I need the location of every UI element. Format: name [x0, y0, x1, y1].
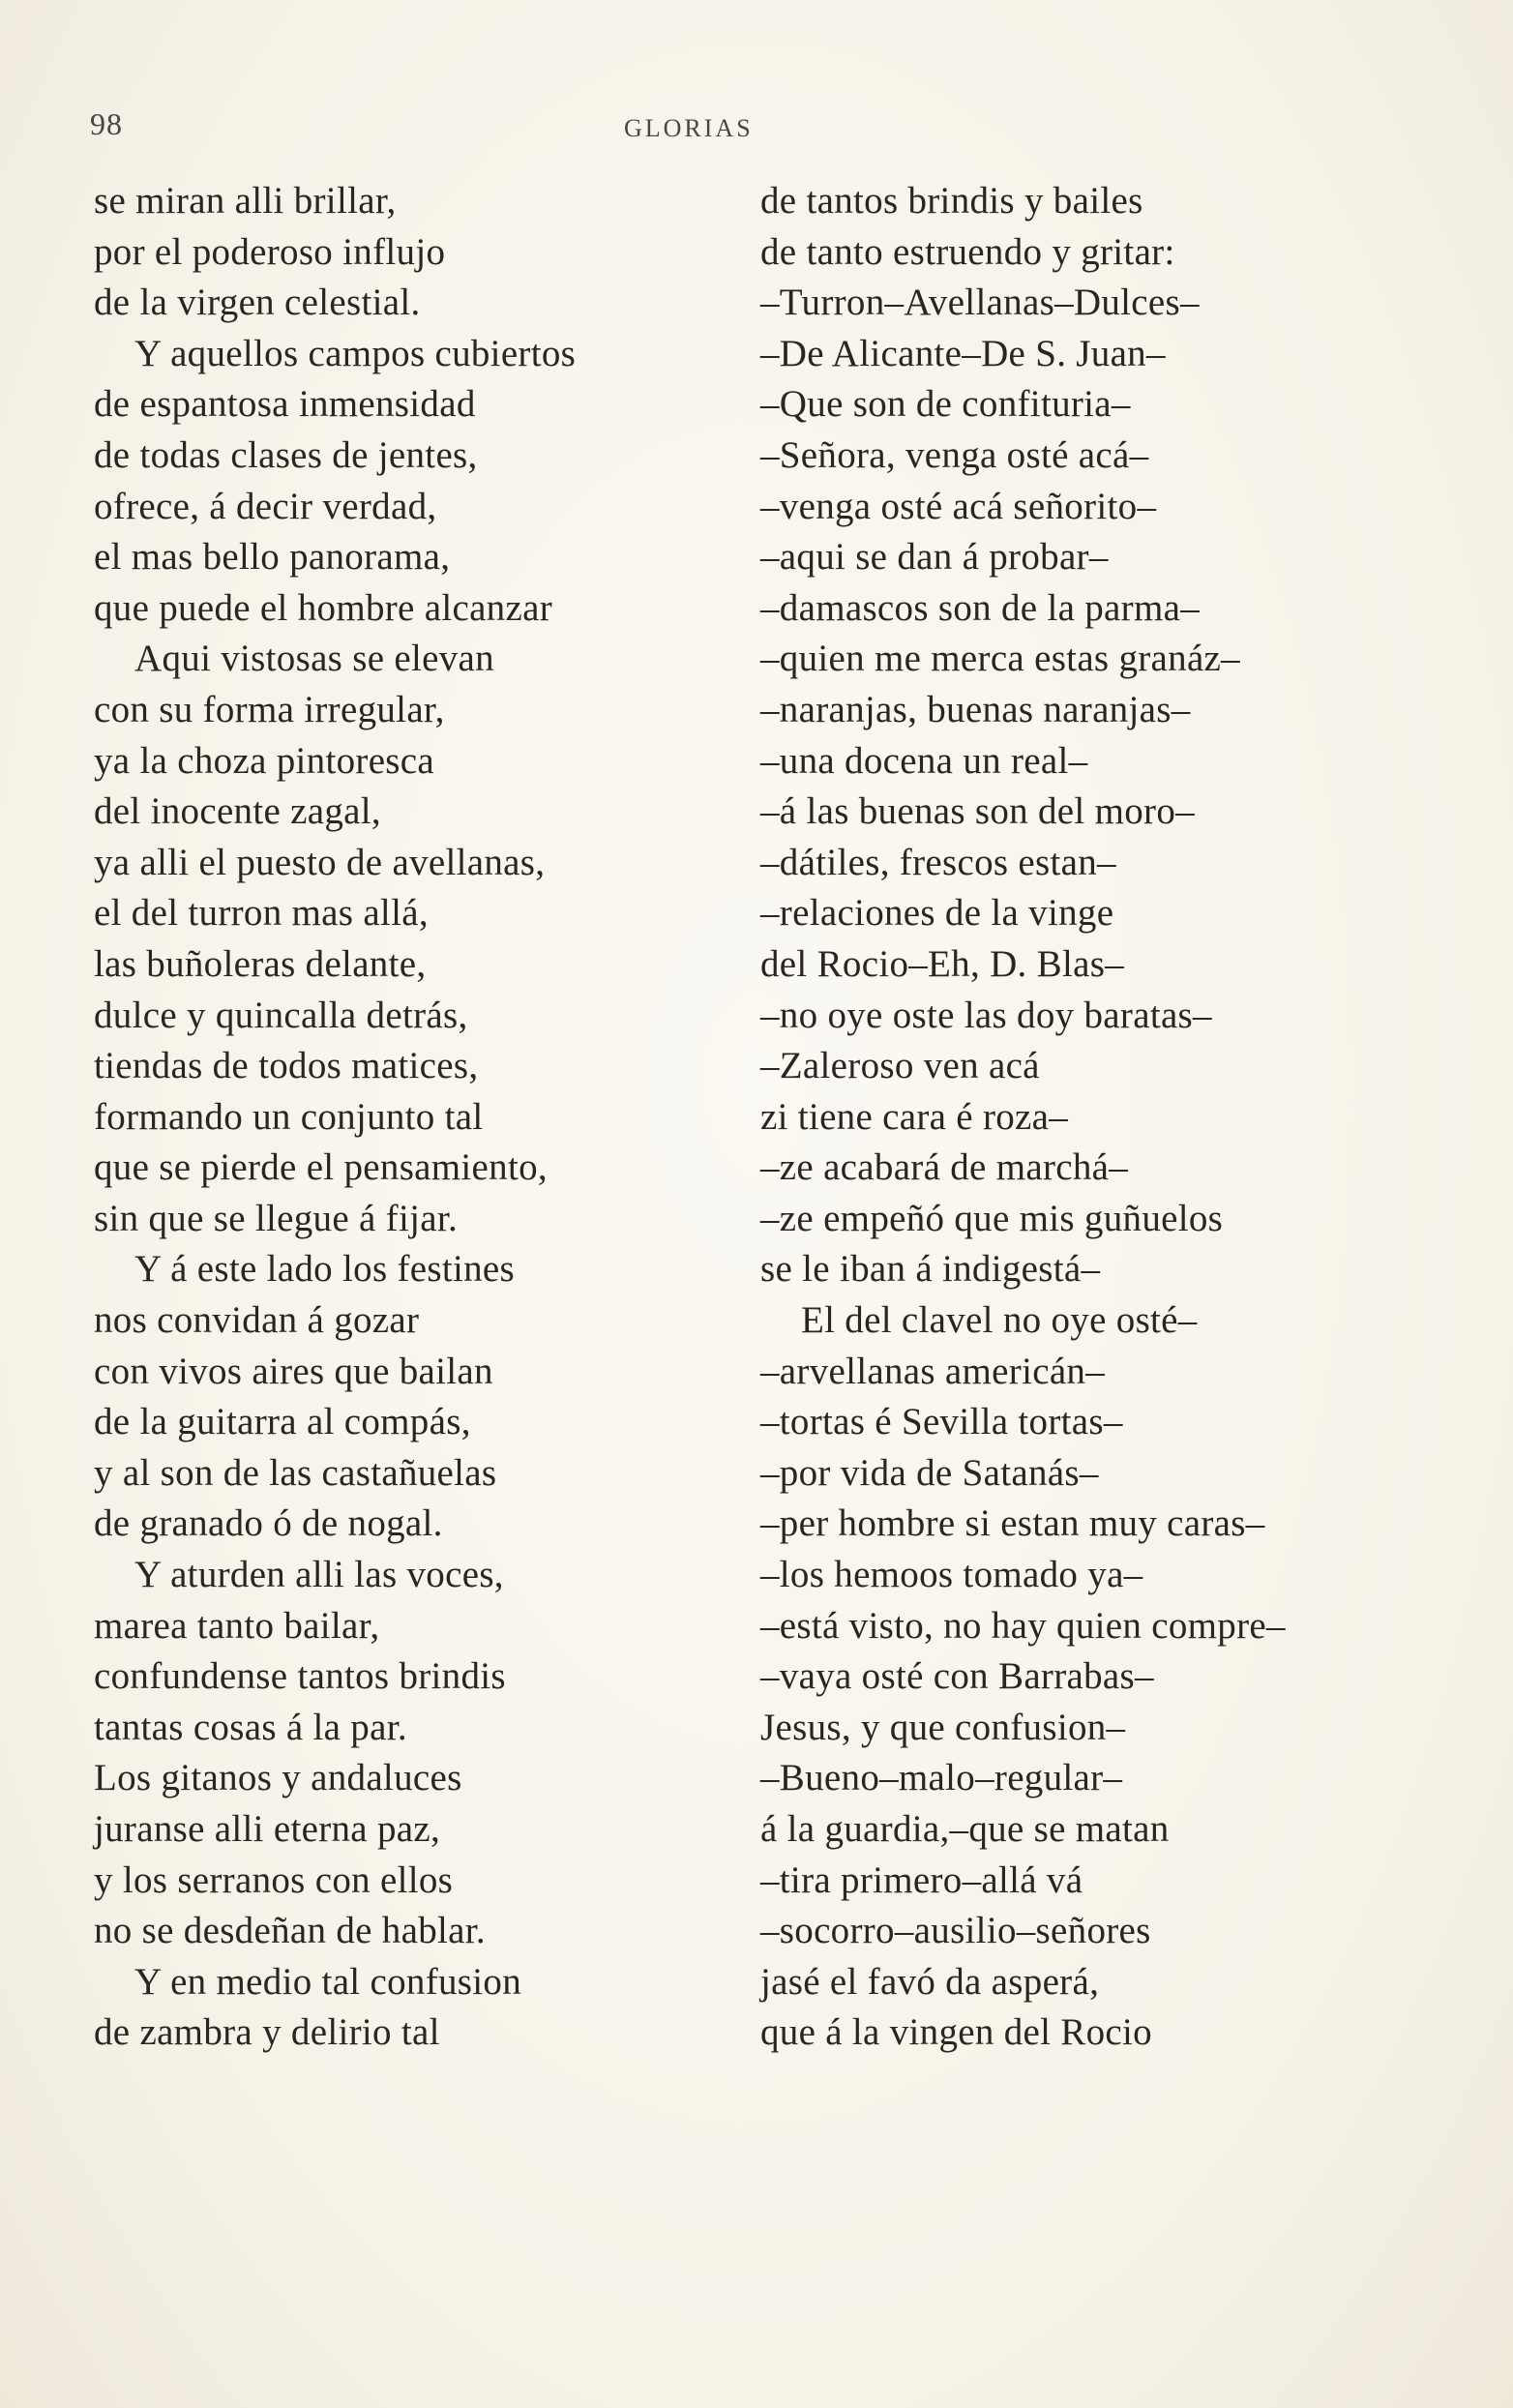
verse-line: –quien me merca estas granáz– — [760, 638, 1240, 680]
verse-line: de la guitarra al compás, — [94, 1401, 471, 1443]
verse-line: –ze acabará de marchá– — [760, 1146, 1129, 1189]
verse-line: –ze empeñó que mis guñuelos — [760, 1197, 1224, 1239]
verse-line: ya alli el puesto de avellanas, — [94, 841, 546, 883]
verse-line: que puede el hombre alcanzar — [94, 586, 552, 629]
verse-line: á la guardia,–que se matan — [760, 1808, 1170, 1850]
verse-line: ofrece, á decir verdad, — [94, 485, 437, 527]
verse-line: –una docena un real– — [760, 739, 1088, 782]
verse-line: –naranjas, buenas naranjas– — [760, 688, 1191, 730]
verse-line: –Bueno–malo–regular– — [760, 1757, 1123, 1799]
verse-line: de la virgen celestial. — [94, 282, 421, 324]
verse-line: el mas bello panorama, — [94, 536, 451, 579]
verse-line: de granado ó de nogal. — [94, 1502, 443, 1545]
verse-line: Aqui vistosas se elevan — [134, 638, 494, 680]
verse-line: Y á este lado los festines — [134, 1248, 516, 1291]
verse-line: tantas cosas á la par. — [94, 1706, 407, 1748]
running-head: GLORIAS — [624, 114, 754, 142]
verse-line: y al son de las castañuelas — [94, 1451, 497, 1494]
verse-line: de todas clases de jentes, — [94, 433, 478, 476]
verse-line: –damascos son de la parma– — [760, 586, 1200, 629]
verse-line: no se desdeñan de hablar. — [94, 1910, 486, 1952]
verse-line: ya la choza pintoresca — [94, 739, 435, 782]
verse-line: con su forma irregular, — [94, 688, 445, 730]
verse-line: que á la vingen del Rocio — [760, 2011, 1152, 2054]
verse-line: –vaya osté con Barrabas– — [760, 1655, 1154, 1698]
verse-line: –arvellanas americán– — [760, 1350, 1106, 1392]
verse-line: las buñoleras delante, — [94, 942, 427, 985]
verse-line: –no oye oste las doy baratas– — [760, 994, 1212, 1036]
verse-line: El del clavel no oye osté– — [801, 1299, 1198, 1342]
verse-line: –los hemoos tomado ya– — [760, 1554, 1143, 1596]
verse-line: confundense tantos brindis — [94, 1655, 506, 1698]
verse-line: sin que se llegue á fijar. — [94, 1197, 459, 1239]
verse-line: –á las buenas son del moro– — [760, 790, 1195, 833]
verse-line: –De Alicante–De S. Juan– — [760, 332, 1166, 374]
page-number: 98 — [90, 106, 123, 141]
verse-line: con vivos aires que bailan — [94, 1350, 493, 1392]
verse-line: –Que son de confituria– — [760, 383, 1131, 426]
verse-line: Y aquellos campos cubiertos — [134, 332, 577, 374]
verse-line: el del turron mas allá, — [94, 892, 429, 935]
verse-line: –Zaleroso ven acá — [760, 1045, 1040, 1087]
verse-line: formando un conjunto tal — [94, 1095, 484, 1138]
verse-line: Y aturden alli las voces, — [134, 1554, 504, 1596]
verse-line: juranse alli eterna paz, — [94, 1808, 441, 1850]
verse-line: –aqui se dan á probar– — [760, 536, 1109, 579]
verse-line: se le iban á indigestá– — [760, 1248, 1101, 1291]
verse-line: jasé el favó da asperá, — [760, 1960, 1100, 2003]
verse-line: –dátiles, frescos estan– — [760, 841, 1116, 883]
verse-line: –Señora, venga osté acá– — [760, 433, 1149, 476]
verse-line: se miran alli brillar, — [94, 180, 397, 222]
right-text-column — [760, 176, 1380, 2059]
verse-line: del Rocio–Eh, D. Blas– — [760, 942, 1124, 985]
verse-line: por el poderoso influjo — [94, 230, 446, 273]
verse-line: Los gitanos y andaluces — [94, 1757, 462, 1799]
verse-line: –tortas é Sevilla tortas– — [760, 1401, 1123, 1443]
verse-line: Jesus, y que confusion– — [760, 1706, 1126, 1748]
verse-line: de zambra y delirio tal — [94, 2011, 440, 2054]
verse-line: tiendas de todos matices, — [94, 1045, 479, 1087]
verse-line: –relaciones de la vinge — [760, 892, 1114, 935]
verse-line: –tira primero–allá vá — [760, 1858, 1083, 1901]
verse-line: de tanto estruendo y gritar: — [760, 230, 1175, 273]
verse-line: –por vida de Satanás– — [760, 1451, 1099, 1494]
verse-line: –está visto, no hay quien compre– — [760, 1604, 1286, 1647]
verse-line: del inocente zagal, — [94, 790, 381, 833]
verse-line: y los serranos con ellos — [94, 1858, 454, 1901]
verse-line: dulce y quincalla detrás, — [94, 994, 468, 1036]
verse-line: nos convidan á gozar — [94, 1299, 420, 1342]
verse-line: marea tanto bailar, — [94, 1604, 380, 1647]
verse-line: –socorro–ausilio–señores — [760, 1910, 1151, 1952]
verse-line: –per hombre si estan muy caras– — [760, 1502, 1265, 1545]
verse-line: zi tiene cara é roza– — [760, 1095, 1069, 1138]
verse-line: de espantosa inmensidad — [94, 383, 476, 426]
verse-line: –Turron–Avellanas–Dulces– — [760, 282, 1200, 324]
verse-line: que se pierde el pensamiento, — [94, 1146, 548, 1189]
verse-line: –venga osté acá señorito– — [760, 485, 1157, 527]
verse-line: de tantos brindis y bailes — [760, 180, 1143, 222]
verse-line: Y en medio tal confusion — [134, 1960, 521, 2003]
left-text-column — [94, 176, 694, 2059]
